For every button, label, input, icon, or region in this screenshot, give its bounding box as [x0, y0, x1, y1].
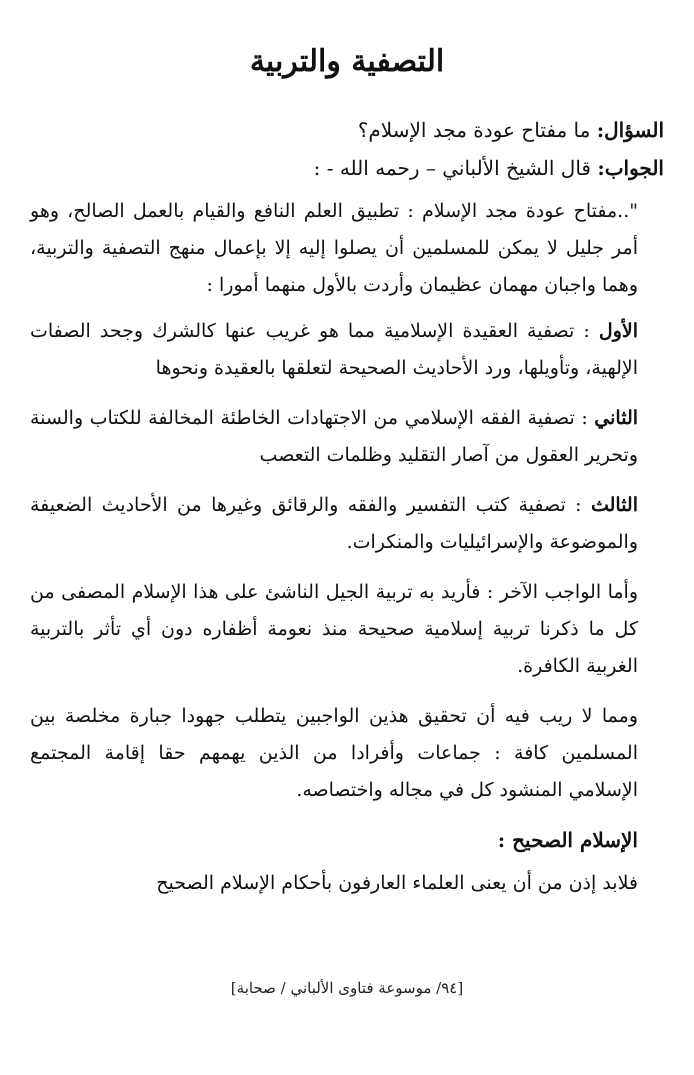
question-label: السؤال: — [596, 118, 664, 142]
second-item-text: : تصفية الفقه الإسلامي من الاجتهادات الخاطئة المخالفة للكتاب والسنة وتحرير العقول من آصار التقليد وظلمات التعصب — [30, 407, 638, 466]
answer-body — [30, 193, 664, 915]
question-text: ما مفتاح عودة مجد الإسلام؟ — [357, 118, 597, 142]
third-item-text: : تصفية كتب التفسير والفقه والرقائق وغيرها من الأحاديث الضعيفة والموضوعة والإسرائيليات والمنكرات. — [30, 494, 638, 553]
document-page — [30, 0, 664, 1075]
answer-line — [30, 153, 664, 183]
first-item-text: : تصفية العقيدة الإسلامية مما هو غريب عنها كالشرك وجحد الصفات الإلهية، وتأويلها، ورد الأحاديث الصحيحة لتعلقها بالعقيدة ونحوها — [30, 320, 638, 379]
first-item-paragraph — [30, 313, 664, 387]
second-item-paragraph — [30, 400, 664, 474]
last-paragraph: فلابد إذن من أن يعنى العلماء العارفون بأحكام الإسلام الصحيح — [156, 872, 638, 894]
answer-label: الجواب: — [597, 156, 664, 180]
third-item-label: الثالث — [590, 494, 638, 516]
section-heading: الإسلام الصحيح : — [497, 828, 638, 852]
other-duty-paragraph: وأما الواجب الآخر : فأريد به تربية الجيل الناشئ على هذا الإسلام المصفى من كل ما ذكرنا تربية إسلامية صحيحة منذ نعومة أظفاره دون أي تأثر بالتربية الغربية الكافرة. — [30, 581, 638, 677]
first-item-label: الأول — [598, 320, 638, 342]
intro-paragraph: "..مفتاح عودة مجد الإسلام : تطبيق العلم النافع والقيام بالعمل الصالح، وهو أمر جليل لا يمكن للمسلمين أن يصلوا إليه إلا بإعمال منهج التصفية والتربية، وهما واجبان مهمان عظيمان وأردت بالأول منهما أمورا : — [30, 200, 638, 296]
second-item-label: الثاني — [594, 407, 639, 429]
page-title: التصفية والتربية — [249, 44, 445, 79]
question-line — [30, 115, 664, 145]
page-footer: [٩٤/ موسوعة فتاوى الألباني / صحابة] — [230, 979, 464, 997]
no-doubt-paragraph: ومما لا ريب فيه أن تحقيق هذين الواجبين يتطلب جهودا جبارة مخلصة بين المسلمين كافة : جماعات وأفرادا من الذين يهمهم حقا إقامة المجتمع الإسلامي المنشود كل في مجاله واختصاصه. — [30, 705, 638, 801]
answer-text: قال الشيخ الألباني – رحمه الله - : — [313, 156, 598, 180]
third-item-paragraph — [30, 487, 664, 561]
